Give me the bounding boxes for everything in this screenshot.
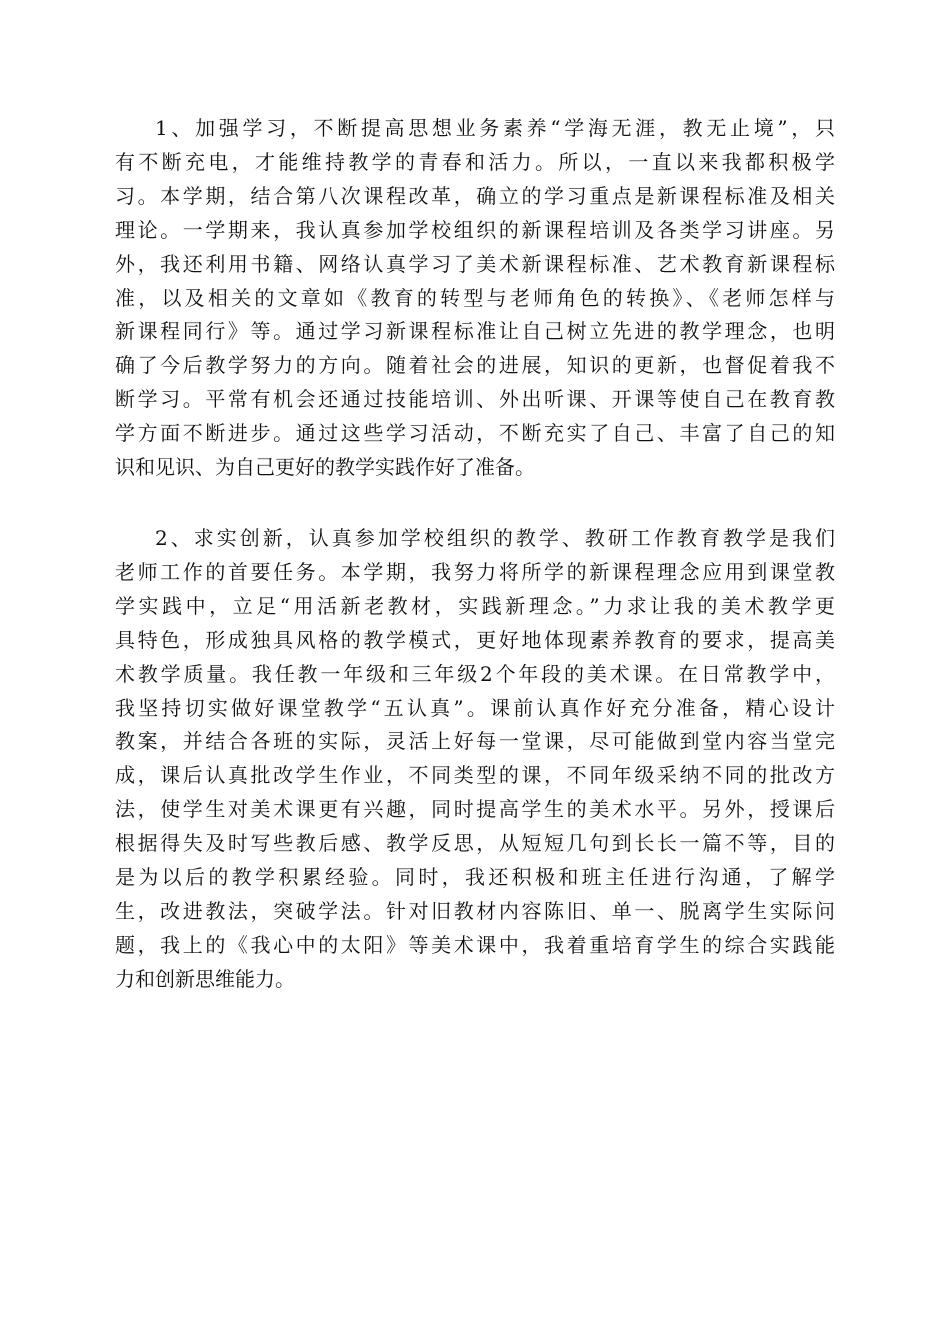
- text-line: 理论。一学期来，我认真参加学校组织的新课程培训及各类学习讲座。另: [115, 217, 835, 242]
- text-line: 教案，并结合各班的实际，灵活上好每一堂课，尽可能做到堂内容当堂完: [115, 729, 835, 754]
- text-line: 确了今后教学努力的方向。随着社会的进展，知识的更新，也督促着我不: [115, 353, 835, 378]
- text-line: 具特色，形成独具风格的教学模式，更好地体现素养教育的要求，提高美: [115, 627, 835, 652]
- text-line: 有不断充电，才能维持教学的青春和活力。所以，一直以来我都积极学: [115, 149, 835, 174]
- text-line: 根据得失及时写些教后感、教学反思，从短短几句到长长一篇不等，目的: [115, 831, 835, 856]
- text-line: 题，我上的《我心中的太阳》等美术课中，我着重培育学生的综合实践能: [115, 932, 835, 957]
- text-line: 术教学质量。我任教一年级和三年级2个年段的美术课。在日常教学中，: [115, 661, 835, 686]
- text-line: 老师工作的首要任务。本学期，我努力将所学的新课程理念应用到课堂教: [115, 559, 835, 584]
- text-line: 习。本学期，结合第八次课程改革，确立的学习重点是新课程标准及相关: [115, 183, 835, 208]
- text-line: 法，使学生对美术课更有兴趣，同时提高学生的美术水平。另外，授课后: [115, 797, 835, 822]
- document-body: [115, 112, 835, 1034]
- text-line: 识和见识、为自己更好的教学实践作好了准备。: [115, 455, 535, 480]
- text-line: 外，我还利用书籍、网络认真学习了美术新课程标准、艺术教育新课程标: [115, 251, 835, 276]
- text-line: 1、加强学习，不断提高思想业务素养“学海无涯，教无止境”，只: [155, 116, 835, 140]
- text-line: 是为以后的教学积累经验。同时，我还积极和班主任进行沟通，了解学: [115, 865, 835, 890]
- paragraph-2: [115, 522, 835, 997]
- paragraph-1: [115, 112, 835, 485]
- text-line: 2、求实创新，认真参加学校组织的教学、教研工作教育教学是我们: [155, 525, 835, 550]
- text-line: 学实践中，立足“用活新老教材，实践新理念。”力求让我的美术教学更: [115, 593, 835, 618]
- text-line: 生，改进教法，突破学法。针对旧教材内容陈旧、单一、脱离学生实际问: [115, 898, 835, 923]
- text-line: 断学习。平常有机会还通过技能培训、外出听课、开课等使自己在教育教: [115, 387, 835, 412]
- text-line: 成，课后认真批改学生作业，不同类型的课，不同年级采纳不同的批改方: [115, 763, 835, 788]
- text-line: 准，以及相关的文章如《教育的转型与老师角色的转换》、《老师怎样与: [115, 285, 835, 310]
- text-line: 我坚持切实做好课堂教学“五认真”。课前认真作好充分准备，精心设计: [115, 695, 835, 720]
- text-line: 学方面不断进步。通过这些学习活动，不断充实了自己、丰富了自己的知: [115, 421, 835, 446]
- text-line: 新课程同行》等。通过学习新课程标准让自己树立先进的教学理念，也明: [115, 319, 835, 344]
- text-line: 力和创新思维能力。: [115, 966, 295, 991]
